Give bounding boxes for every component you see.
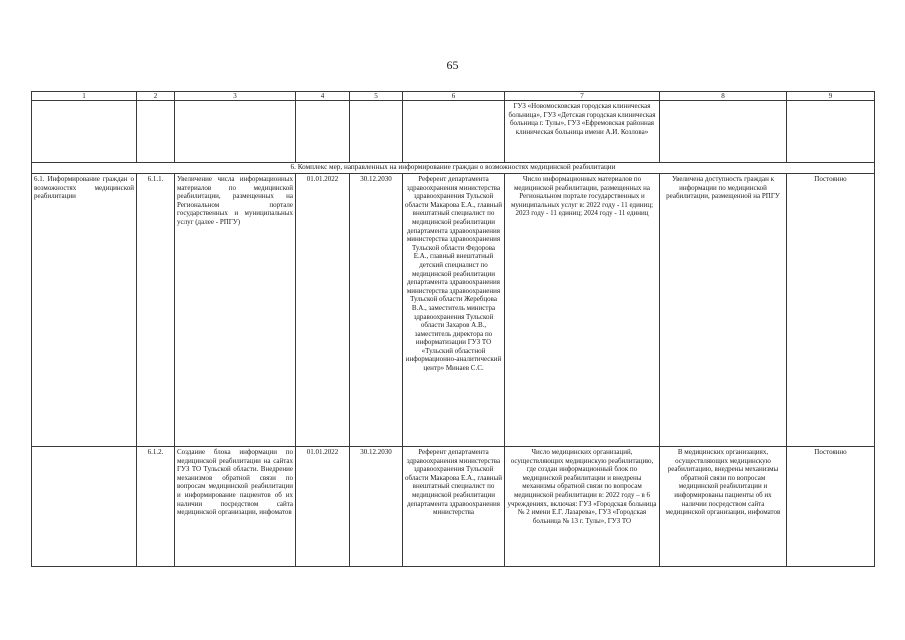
start-date-cell: 01.01.2022 [296, 174, 350, 447]
responsible-institutions-cell: ГУЗ «Новомосковская городская клиническая больница», ГУЗ «Детская городская клиническая больница г. Тулы», ГУЗ «Ефремовская районная клиническая больница имени А.И. Козлова» [505, 101, 660, 163]
start-date-cell: 01.01.2022 [296, 447, 350, 567]
page-number: 65 [446, 58, 459, 72]
indicator-cell: Число медицинских организаций, осуществляющих медицинскую реабилитацию, где создан информационный блок по медицинской реабилитации и внедрены механизмы обратной связи по вопросам медицинской реабилитации в: 2022 году – в 6 учреждениях, включая: ГУЗ «Городская больница № 2 имени Е.Г. Лазарева», ГУЗ «Городская больница № 13 г. Тулы», ГУЗ ТО [505, 447, 660, 567]
column-number: 4 [296, 92, 350, 101]
column-number: 5 [350, 92, 403, 101]
responsible-cell: Референт департамента здравоохранения министерства здравоохранения Тульской области Макарова Е.А., главный внештатный специалист по медицинской реабилитации департамента здравоохранения министерства здравоохранения Тульской области Федорова Е.А., главный внештатный детский специалист по медицинской реабилитации департамента здравоохранения министерства здравоохранения Тульской области Жеребцова В.А., заместитель министра здравоохранения Тульской области Захаров А.В., заместитель директора по информатизации ГУЗ ТО «Тульский областной информационно-аналитический центр» Минаев С.С. [403, 174, 505, 447]
section-title: 6. Комплекс мер, направленных на информирование граждан о возможностях медицинской реабилитации [32, 163, 875, 174]
section-heading-row [32, 163, 875, 174]
table-cell [296, 101, 350, 163]
table-row [32, 447, 875, 567]
column-number: 2 [137, 92, 175, 101]
item-number-cell: 6.1.1. [137, 174, 175, 447]
result-cell: Увеличена доступность граждан к информации по медицинской реабилитации, размещенной на РПГУ [660, 174, 787, 447]
activity-cell: Увеличение числа информационных материалов по медицинской реабилитации, размещенных на Региональном портале государственных и муниципальных услуг (далее - РПГУ) [175, 174, 296, 447]
periodicity-cell: Постоянно [787, 447, 875, 567]
column-number: 8 [660, 92, 787, 101]
periodicity-cell: Постоянно [787, 174, 875, 447]
column-number-row [32, 92, 875, 101]
end-date-cell: 30.12.2030 [350, 447, 403, 567]
table-cell [350, 101, 403, 163]
table-cell [175, 101, 296, 163]
indicator-cell: Число информационных материалов по медицинской реабилитации, размещенных на Региональном портале государственных и муниципальных услуг в: 2022 году - 11 единиц; 2023 году - 11 единиц; 2024 году - 11 единиц [505, 174, 660, 447]
responsible-cell: Референт департамента здравоохранения министерства здравоохранения Тульской области Макарова Е.А., главный внештатный специалист по медицинской реабилитации департамента здравоохранения министерства [403, 447, 505, 567]
column-number: 7 [505, 92, 660, 101]
column-number: 6 [403, 92, 505, 101]
activity-cell: Создание блока информации по медицинской реабилитации на сайтах ГУЗ ТО Тульской области. Внедрение механизмов обратной связи по вопросам медицинской реабилитации и информирование пациентов об их наличии посредством сайта медицинской организации, инфоматов [175, 447, 296, 567]
item-number-cell: 6.1.2. [137, 447, 175, 567]
end-date-cell: 30.12.2030 [350, 174, 403, 447]
continuation-row [32, 101, 875, 163]
measure-name-cell [32, 447, 137, 567]
plan-table [31, 91, 875, 567]
table-row [32, 174, 875, 447]
table-cell [787, 101, 875, 163]
column-number: 9 [787, 92, 875, 101]
column-number: 1 [32, 92, 137, 101]
result-cell: В медицинских организациях, осуществляющих медицинскую реабилитацию, внедрены механизмы обратной связи по вопросам медицинской реабилитации и информированы пациенты об их наличии посредством сайта медицинской организации, инфоматов [660, 447, 787, 567]
measure-name-cell: 6.1. Информирование граждан о возможностях медицинской реабилитации [32, 174, 137, 447]
table-cell [660, 101, 787, 163]
table-cell [32, 101, 137, 163]
table-cell [403, 101, 505, 163]
column-number: 3 [175, 92, 296, 101]
table-cell [137, 101, 175, 163]
